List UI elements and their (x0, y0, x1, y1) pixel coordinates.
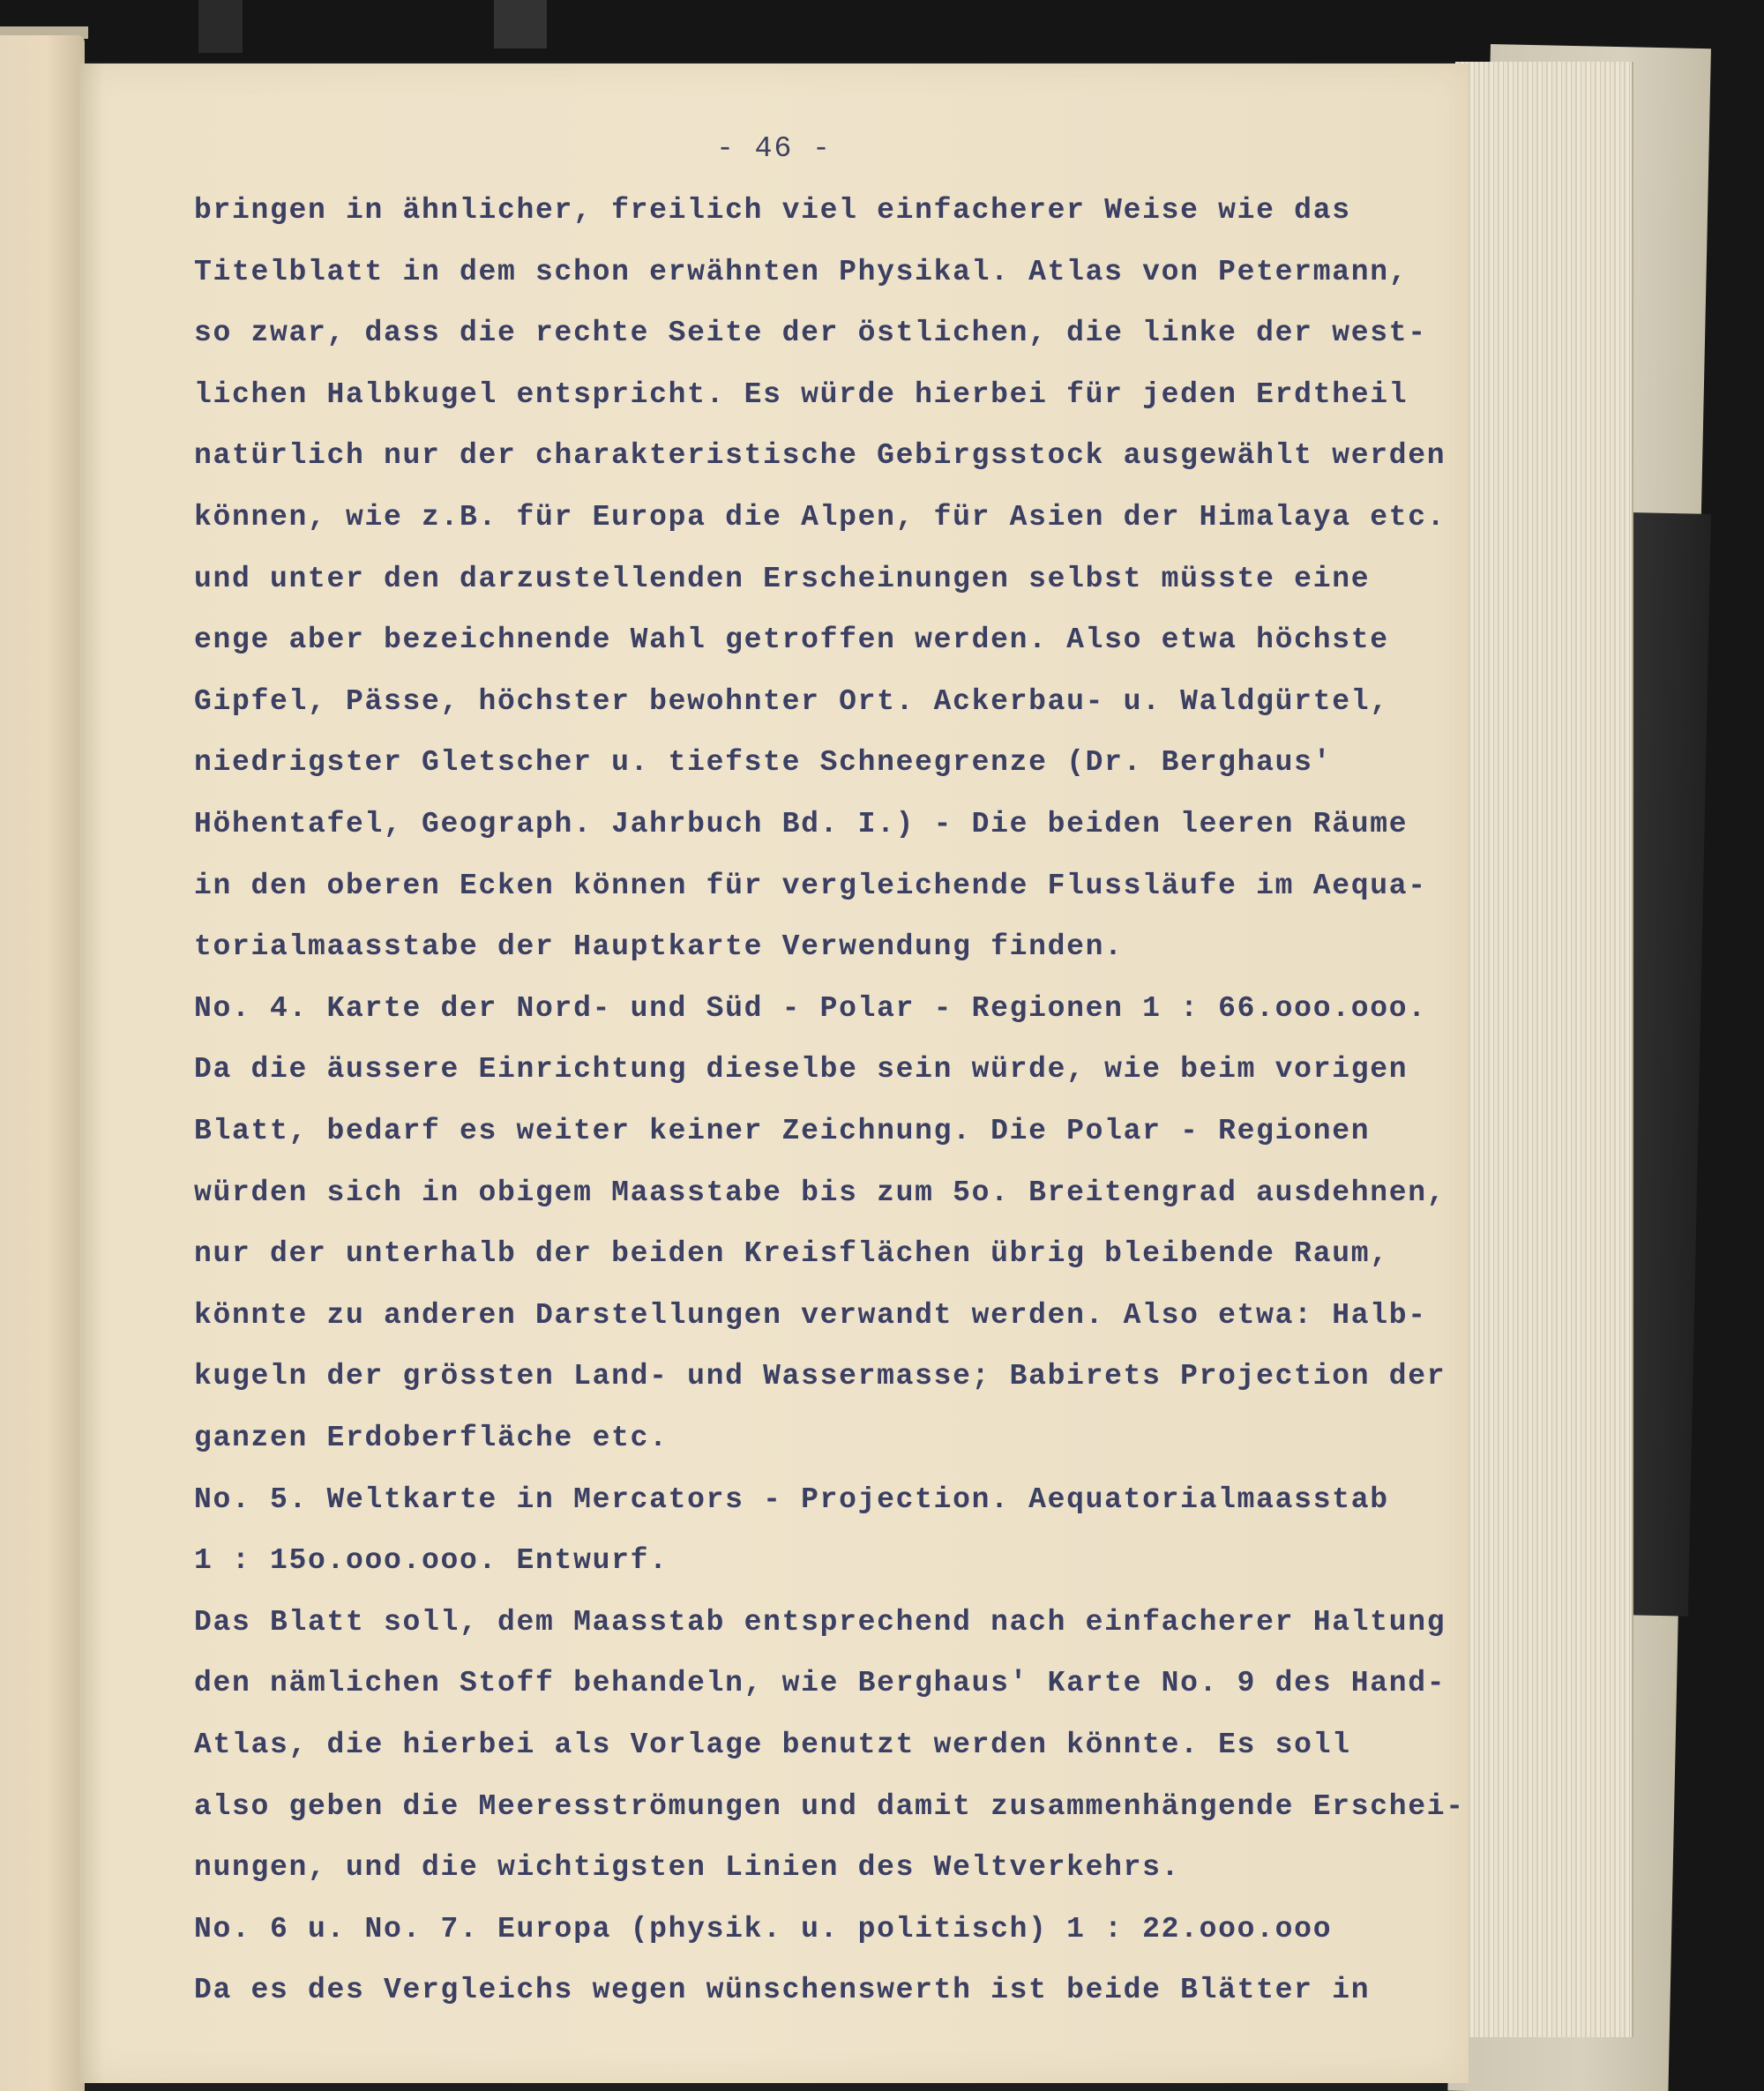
text-line: können, wie z.B. für Europa die Alpen, für Asien der Himalaya etc. (194, 501, 1446, 534)
text-line: niedrigster Gletscher u. tiefste Schneegrenze (Dr. Berghaus' (194, 746, 1333, 780)
text-line: in den oberen Ecken können für vergleichende Flussläufe im Aequa- (194, 869, 1427, 902)
text-line: Da die äussere Einrichtung dieselbe sein würde, wie beim vorigen (194, 1053, 1409, 1087)
page-stack-edge (1455, 62, 1633, 2037)
text-line: lichen Halbkugel entspricht. Es würde hierbei für jeden Erdtheil (194, 377, 1409, 411)
text-line: nur der unterhalb der beiden Kreisflächen übrig bleibende Raum, (194, 1237, 1389, 1271)
text-line: No. 5. Weltkarte in Mercators - Projection. Aequatorialmaasstab (194, 1482, 1389, 1516)
page-number: - 46 - (716, 132, 832, 165)
text-line: und unter den darzustellenden Erscheinungen selbst müsste eine (194, 562, 1371, 595)
binder-strap-left (198, 0, 243, 53)
document-page (79, 63, 1469, 2083)
text-line: würden sich in obigem Maasstabe bis zum 5o. Breitengrad ausdehnen, (194, 1176, 1446, 1209)
text-line: Blatt, bedarf es weiter keiner Zeichnung. Die Polar - Regionen (194, 1115, 1371, 1147)
text-line: könnte zu anderen Darstellungen verwandt werden. Also etwa: Halb- (194, 1298, 1427, 1332)
left-page-edge (0, 35, 85, 2091)
text-line: bringen in ähnlicher, freilich viel einfacherer Weise wie das (194, 194, 1351, 227)
text-line: Da es des Vergleichs wegen wünschenswerth ist beide Blätter in (194, 1974, 1371, 2007)
text-line: torialmaasstabe der Hauptkarte Verwendung finden. (194, 930, 1124, 964)
text-line: nungen, und die wichtigsten Linien des Weltverkehrs. (194, 1851, 1181, 1885)
text-line: Das Blatt soll, dem Maasstab entsprechend nach einfacherer Haltung (194, 1605, 1446, 1639)
text-line: enge aber bezeichnende Wahl getroffen werden. Also etwa höchste (194, 624, 1389, 657)
text-line: Gipfel, Pässe, höchster bewohnter Ort. Ackerbau- u. Waldgürtel, (194, 684, 1389, 718)
binder-strap-middle (494, 0, 547, 49)
text-line: ganzen Erdoberfläche etc. (194, 1422, 669, 1454)
text-line: kugeln der grössten Land- und Wassermasse; Babirets Projection der (194, 1360, 1446, 1393)
text-line: Titelblatt in dem schon erwähnten Physikal. Atlas von Petermann, (194, 255, 1409, 288)
text-line: Höhentafel, Geograph. Jahrbuch Bd. I.) - Die beiden leeren Räume (194, 808, 1409, 840)
text-line: No. 6 u. No. 7. Europa (physik. u. politisch) 1 : 22.ooo.ooo (194, 1912, 1333, 1945)
text-line: natürlich nur der charakteristische Gebirgsstock ausgewählt werden (194, 439, 1446, 473)
text-line: 1 : 15o.ooo.ooo. Entwurf. (194, 1544, 669, 1578)
text-line: den nämlichen Stoff behandeln, wie Berghaus' Karte No. 9 des Hand- (194, 1667, 1446, 1700)
text-line: also geben die Meeresströmungen und damit zusammenhängende Erschei- (194, 1789, 1465, 1823)
text-line: No. 4. Karte der Nord- und Süd - Polar - Regionen 1 : 66.ooo.ooo. (194, 991, 1427, 1025)
text-line: Atlas, die hierbei als Vorlage benutzt werden könnte. Es soll (194, 1729, 1351, 1761)
text-line: so zwar, dass die rechte Seite der östlichen, die linke der west- (194, 317, 1427, 350)
